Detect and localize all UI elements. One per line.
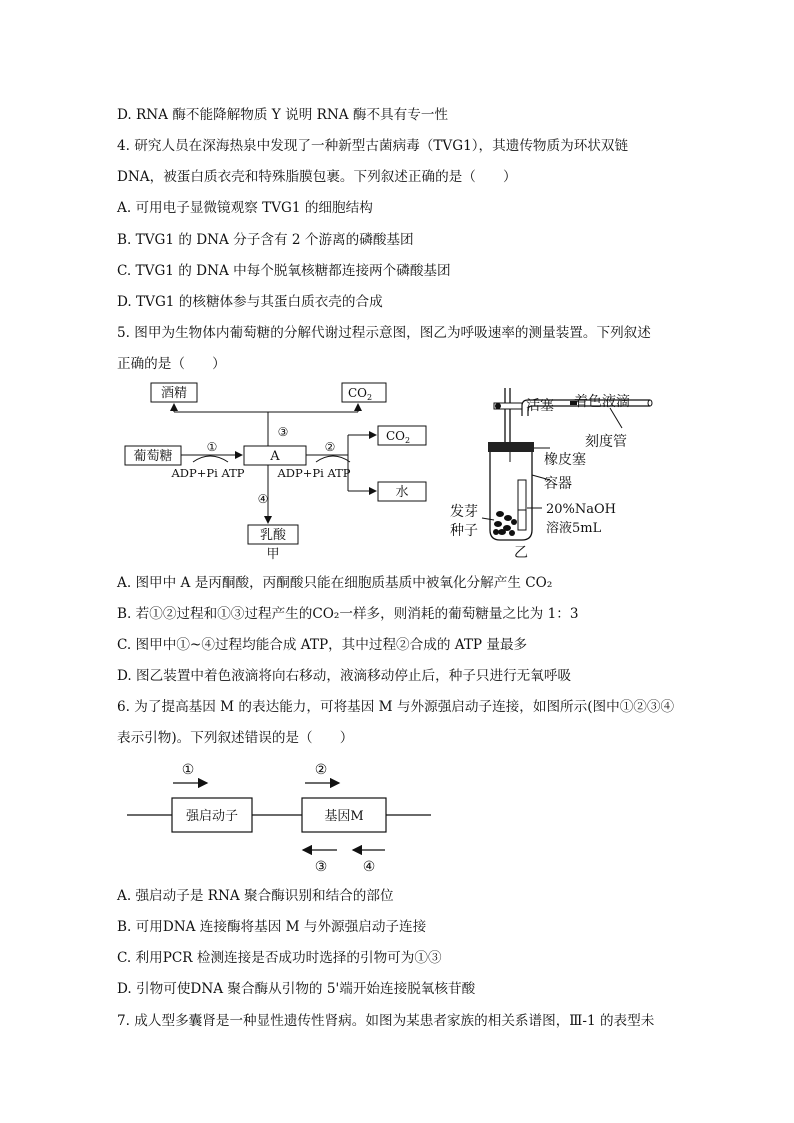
q4-option-b: B. TVG1 的 DNA 分子含有 2 个游离的磷酸基团 — [117, 232, 414, 248]
label-putaotang: 葡萄糖 — [133, 449, 173, 464]
label-jiujing: 酒精 — [160, 386, 188, 401]
label-seed2: 种子 — [450, 523, 478, 539]
num-1: ① — [206, 440, 218, 454]
label-zhuose: 着色液滴 — [574, 394, 630, 410]
figure-gene-primer-diagram — [125, 756, 435, 876]
q5-option-d: D. 图乙装置中着色液滴将向右移动，液滴移动停止后，种子只进行无氧呼吸 — [117, 668, 572, 684]
question-4-stem: 4. 研究人员在深海热泉中发现了一种新型古菌病毒（TVG1），其遗传物质为环状双链 — [117, 138, 629, 154]
primer-1-label: ① — [181, 762, 195, 778]
label-xiangpi: 橡皮塞 — [544, 452, 586, 468]
label-kedu: 刻度管 — [585, 434, 627, 450]
label-huosai: 活塞 — [526, 398, 554, 414]
question-4-stem-cont: DNA，被蛋白质衣壳和特殊脂膜包裹。下列叙述正确的是（ ） — [117, 169, 517, 185]
label-rongqi: 容器 — [544, 476, 572, 492]
q6-option-a: A. 强启动子是 RNA 聚合酶识别和结合的部位 — [117, 888, 394, 904]
q4-option-c: C. TVG1 的 DNA 中每个脱氧核糖都连接两个磷酸基团 — [117, 263, 451, 279]
label-shui: 水 — [395, 485, 409, 500]
q5-option-c: C. 图甲中①~④过程均能合成 ATP，其中过程②合成的 ATP 量最多 — [117, 637, 528, 653]
primer-4-label: ④ — [362, 859, 376, 875]
figure-jia-metabolism-diagram — [118, 378, 411, 563]
q4-option-d: D. TVG1 的核糖体参与其蛋白质衣壳的合成 — [117, 294, 383, 310]
caption-jia: 甲 — [266, 547, 280, 562]
num-2: ② — [324, 440, 336, 454]
option-d-q3: D. RNA 酶不能降解物质 Y 说明 RNA 酶不具有专一性 — [117, 107, 449, 123]
q5-option-a: A. 图甲中 A 是丙酮酸，丙酮酸只能在细胞质基质中被氧化分解产生 CO₂ — [117, 575, 553, 591]
q6-option-b: B. 可用DNA 连接酶将基因 M 与外源强启动子连接 — [117, 919, 427, 935]
caption-yi: 乙 — [514, 545, 528, 561]
svg-text:CO2: $CO_2$ — [347, 386, 373, 402]
q6-option-c: C. 利用PCR 检测连接是否成功时选择的引物可为①③ — [117, 950, 442, 966]
question-7-stem: 7. 成人型多囊肾是一种显性遗传性肾病。如图为某患者家族的相关系谱图，Ⅲ-1 的表型未 — [117, 1013, 655, 1029]
question-5-stem: 5. 图甲为生物体内葡萄糖的分解代谢过程示意图，图乙为呼吸速率的测量装置。下列叙述 — [117, 325, 651, 341]
svg-text:CO2: $CO_2$ — [385, 429, 411, 445]
num-4: ④ — [257, 492, 269, 506]
figure-yi-respiration-apparatus — [450, 380, 680, 560]
atp-label-2: ADP+Pi ATP — [277, 466, 351, 480]
num-3: ③ — [277, 425, 289, 439]
label-A: A — [270, 449, 280, 464]
primer-2-label: ② — [314, 762, 328, 778]
label-co2-right: CO — [385, 429, 405, 443]
label-rusuan: 乳酸 — [259, 528, 287, 543]
label-promoter: 强启动子 — [185, 809, 239, 824]
question-5-stem-cont: 正确的是（ ） — [117, 356, 226, 372]
question-6-stem-cont: 表示引物)。下列叙述错误的是（ ） — [117, 730, 354, 746]
q4-option-a: A. 可用电子显微镜观察 TVG1 的细胞结构 — [117, 200, 373, 216]
label-gene-m: 基因M — [324, 809, 364, 824]
label-seed1: 发芽 — [450, 504, 478, 520]
label-co2-top: CO — [347, 386, 367, 400]
primer-3-label: ③ — [314, 859, 328, 875]
q5-option-b: B. 若①②过程和①③过程产生的CO₂一样多，则消耗的葡萄糖量之比为 1：3 — [117, 606, 579, 622]
question-6-stem: 6. 为了提高基因 M 的表达能力，可将基因 M 与外源强启动子连接，如图所示(图中①②③④ — [117, 699, 675, 715]
label-naoh1: 20%NaOH — [546, 502, 617, 517]
q6-option-d: D. 引物可使DNA 聚合酶从引物的 5'端开始连接脱氧核苷酸 — [117, 981, 476, 997]
label-naoh2: 溶液5mL — [546, 521, 602, 536]
atp-label-1: ADP+Pi ATP — [171, 466, 245, 480]
